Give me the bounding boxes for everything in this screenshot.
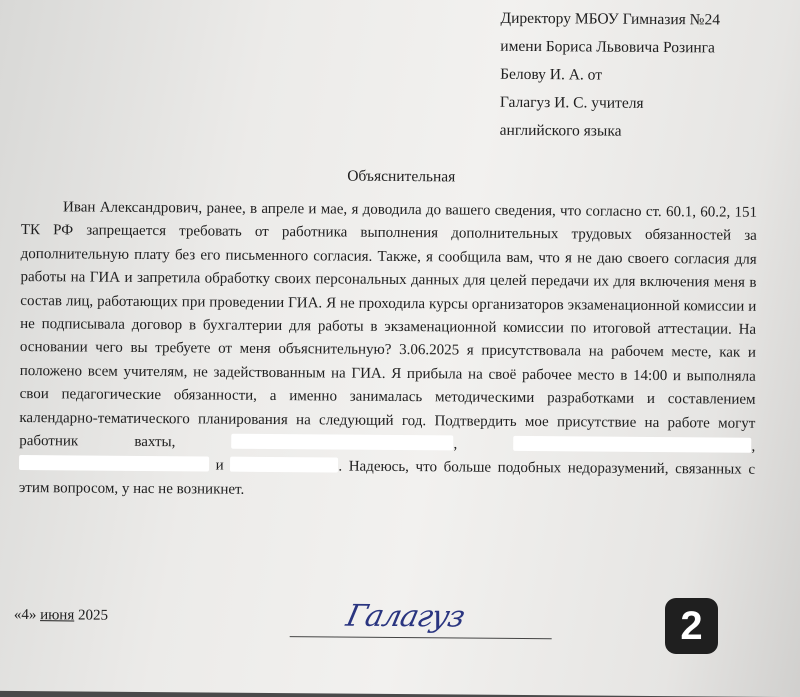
body-separator: ,: [453, 436, 458, 453]
redaction-block: [232, 434, 454, 451]
document-title: Объяснительная: [347, 167, 456, 186]
addressee-block: [500, 5, 721, 147]
signature-line: [290, 636, 552, 639]
body-paragraph: [19, 196, 757, 506]
document-body: [19, 196, 757, 506]
document-date: [14, 607, 108, 625]
handwritten-signature: Галагуз: [343, 598, 468, 635]
redaction-block: [513, 436, 751, 453]
body-text: Иван Александрович, ранее, в апреле и мае, я доводила до вашего сведения, что согласно ст. 60.1, 60.2, 151 ТК РФ запрещается требовать от работника выполнения дополнительных трудовых обязанностей за дополнительную плату без его письменного согласия. Также, я сообщила вам, что я не даю своего согласия для работы на ГИА и запретила обработку своих персональных данных для целей передачи их для включения меня в состав лиц, работающих при проведении ГИА. Я не проходила курсы организаторов экзаменационной комиссии и не подписывала договор в бухгалтерии для работы в экзаменационной комиссии по итоговой аттестации. На основании чего вы требуете от меня объяснительную? 3.06.2025 я присутствовала на рабочем месте, как и положено всем учителям, не задействованным на ГИА. Я прибыла на своё рабочее место в 14:00 и выполняла свои педагогические обязанности, а именно занималась методическими разработками и составлением календарно-тематического планирования на следующий год. Подтвердить мое присутствие на работе могут работник вахты,: [19, 199, 758, 451]
body-text: . Надеюсь, что больше подобных недоразумений, связанных с этим вопросом, у нас не возникнет.: [18, 458, 756, 498]
addressee-line: Белову И. А. от: [500, 65, 603, 84]
addressee-line: Галагуз И. С. учителя: [499, 93, 644, 112]
addressee-line: английского языка: [499, 121, 622, 140]
body-separator: ,: [751, 438, 756, 455]
date-day: «4»: [13, 606, 37, 624]
date-month: июня: [40, 607, 75, 624]
date-year: 2025: [77, 607, 109, 624]
body-text: и: [215, 458, 224, 475]
redaction-block: [230, 457, 338, 473]
page-number-badge: 2: [665, 598, 718, 654]
addressee-line: Директору МБОУ Гимназия №24: [500, 9, 721, 29]
redaction-block: [19, 455, 209, 471]
addressee-line: имени Бориса Львовича Розинга: [500, 37, 716, 57]
